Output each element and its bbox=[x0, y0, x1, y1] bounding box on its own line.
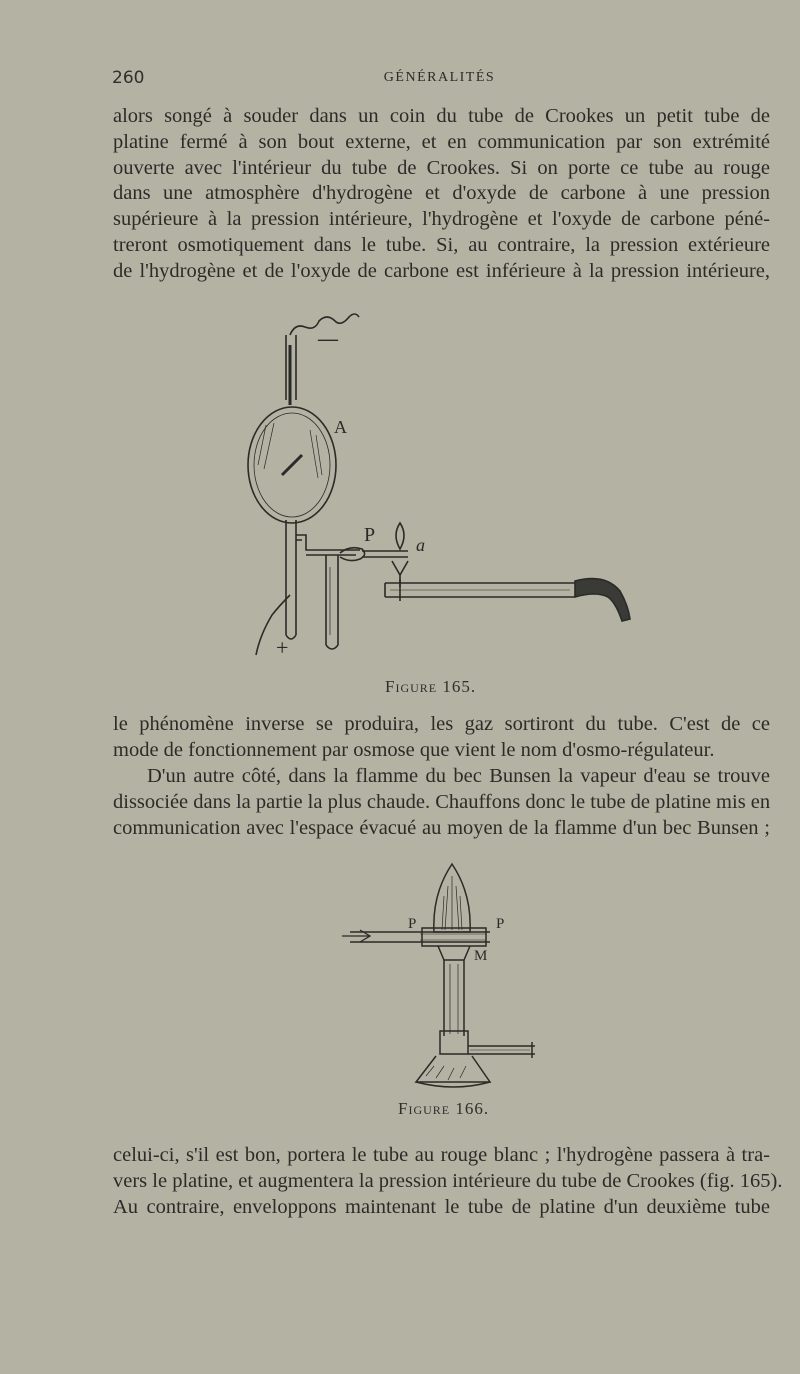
label-m: M bbox=[474, 948, 488, 964]
label-p-left: P bbox=[408, 916, 417, 932]
page-number: 260 bbox=[112, 68, 145, 88]
text-line: platine fermé à son bout externe, et en communication par son extrémité bbox=[113, 130, 770, 153]
text-line: Au contraire, enveloppons maintenant le tube de platine d'un deuxième tube bbox=[113, 1195, 770, 1218]
text-line: celui-ci, s'il est bon, portera le tube au rouge blanc ; l'hydrogène passera à tra- bbox=[113, 1144, 770, 1166]
text-line: dissociée dans la partie la plus chaude. Chauffons donc le tube de platine mis en bbox=[113, 790, 771, 813]
text-line: mode de fonctionnement par osmose que vient le nom d'osmo-régulateur. bbox=[113, 738, 715, 761]
text-line: treront osmotiquement dans le tube. Si, au contraire, la pression extérieure bbox=[113, 233, 770, 256]
paragraph-1 bbox=[113, 104, 770, 285]
label-a-lower: a bbox=[416, 535, 425, 555]
label-a-upper: A bbox=[334, 417, 347, 437]
paragraph-4 bbox=[113, 1143, 783, 1220]
figure-166-caption: Figure 166. bbox=[398, 1099, 490, 1118]
figure-166-illustration bbox=[340, 856, 560, 1091]
paragraph-2 bbox=[113, 712, 770, 764]
text-line: vers le platine, et augmentera la pression intérieure du tube de Crookes (fig. 165). bbox=[113, 1169, 783, 1192]
figure-165-illustration bbox=[230, 305, 650, 665]
text-line: supérieure à la pression intérieure, l'hydrogène et l'oxyde de carbone péné- bbox=[113, 208, 770, 231]
label-plus: + bbox=[276, 635, 289, 660]
text-line: dans une atmosphère d'hydrogène et d'oxyde de carbone à une pression bbox=[113, 182, 770, 205]
label-minus: — bbox=[318, 328, 338, 350]
label-p-right: P bbox=[496, 916, 505, 932]
figure-165-caption: Figure 165. bbox=[385, 677, 477, 696]
text-line: ouverte avec l'intérieur du tube de Crookes. Si on porte ce tube au rouge bbox=[113, 156, 770, 179]
text-line: de l'hydrogène et de l'oxyde de carbone est inférieure à la pression intérieure, bbox=[113, 259, 770, 282]
running-title: GÉNÉRALITÉS bbox=[383, 70, 496, 85]
running-head bbox=[112, 68, 767, 92]
text-line: le phénomène inverse se produira, les gaz sortiront du tube. C'est de ce bbox=[113, 713, 770, 735]
text-line: alors songé à souder dans un coin du tube de Crookes un petit tube de bbox=[113, 105, 770, 127]
label-p: P bbox=[364, 524, 376, 546]
text-line: communication avec l'espace évacué au moyen de la flamme d'un bec Bunsen ; bbox=[113, 816, 770, 839]
paragraph-3 bbox=[113, 764, 770, 841]
text-line: D'un autre côté, dans la flamme du bec Bunsen la vapeur d'eau se trouve bbox=[147, 765, 770, 787]
